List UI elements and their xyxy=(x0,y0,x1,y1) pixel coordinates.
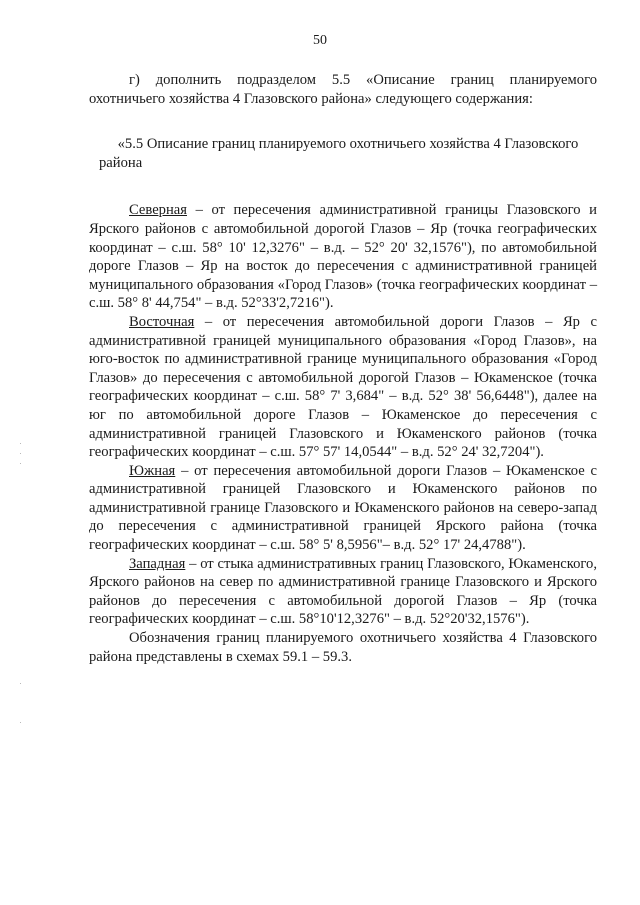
border-south-paragraph xyxy=(89,462,597,555)
border-north-paragraph xyxy=(89,201,597,313)
border-north-text: – от пересечения административной границы Глазовского и Ярского районов с автомобильной дорогой Глазов – Яр (точка географических координат – с.ш. 58° 10' 12,3276" – в.д. – 52° 20' 32,1576"), по автомобильной дороге Глазов – Яр на восток до пересечения с административной границей муниципального образования «Город Глазов» (точка географических координат – с.ш. 58° 8' 44,754" – в.д. 52°33'2,7216"). xyxy=(89,202,597,312)
border-east-paragraph xyxy=(89,313,597,462)
border-east-label: Восточная xyxy=(129,313,195,330)
scan-speck xyxy=(20,683,21,684)
document-body xyxy=(89,71,597,666)
border-west-label: Западная xyxy=(129,555,186,572)
closing-paragraph: Обозначения границ планируемого охотничьего хозяйства 4 Глазовского района представлены в схемах 59.1 – 59.3. xyxy=(89,630,597,665)
page-number: 50 xyxy=(313,33,327,48)
border-south-label: Южная xyxy=(129,462,176,479)
border-north-label: Северная xyxy=(129,202,187,219)
intro-paragraph: г) дополнить подразделом 5.5 «Описание границ планируемого охотничьего хозяйства 4 Глазовского района» следующего содержания: xyxy=(89,72,597,107)
scan-speck xyxy=(20,722,21,723)
border-west-text: – от стыка административных границ Глазовского, Юкаменского, Ярского районов на север по административной границе Глазовского и Ярского районов до пересечения с автомобильной дорогой Глазов – Яр (точка географических координат – с.ш. 58°10'12,3276" – в.д. 52°20'32,1576"). xyxy=(89,555,597,628)
border-west-paragraph xyxy=(89,555,597,629)
scan-speck xyxy=(20,443,21,444)
scan-speck xyxy=(20,463,21,464)
border-east-text: – от пересечения автомобильной дороги Глазов – Яр с административной границей муниципального образования «Город Глазов», на юго-восток по административной границе муниципального образования «Город Глазов» до пересечения с автомобильной дорогой Глазов – Юкаменское (точка географических координат – с.ш. 58° 7' 3,684" – в.д. 52° 38' 56,6448"), далее на юг по автомобильной дороге Глазов – Юкаменское до пересечения с административной границей Глазовского и Юкаменского районов (точка географических координат – с.ш. 57° 57' 14,0544" – в.д. 52° 24' 32,7204"). xyxy=(89,313,597,461)
section-heading: «5.5 Описание границ планируемого охотничьего хозяйства 4 Глазовского района xyxy=(99,136,579,171)
scan-speck xyxy=(20,453,21,454)
border-south-text: – от пересечения автомобильной дороги Глазов – Юкаменское с административной границей Глазовского и Юкаменского районов по административной границе Глазовского и Юкаменского районов на северо-запад до пересечения с административной границей Ярского района (точка географических координат – с.ш. 58° 5' 8,5956"– в.д. 52° 17' 24,4788"). xyxy=(89,462,597,554)
